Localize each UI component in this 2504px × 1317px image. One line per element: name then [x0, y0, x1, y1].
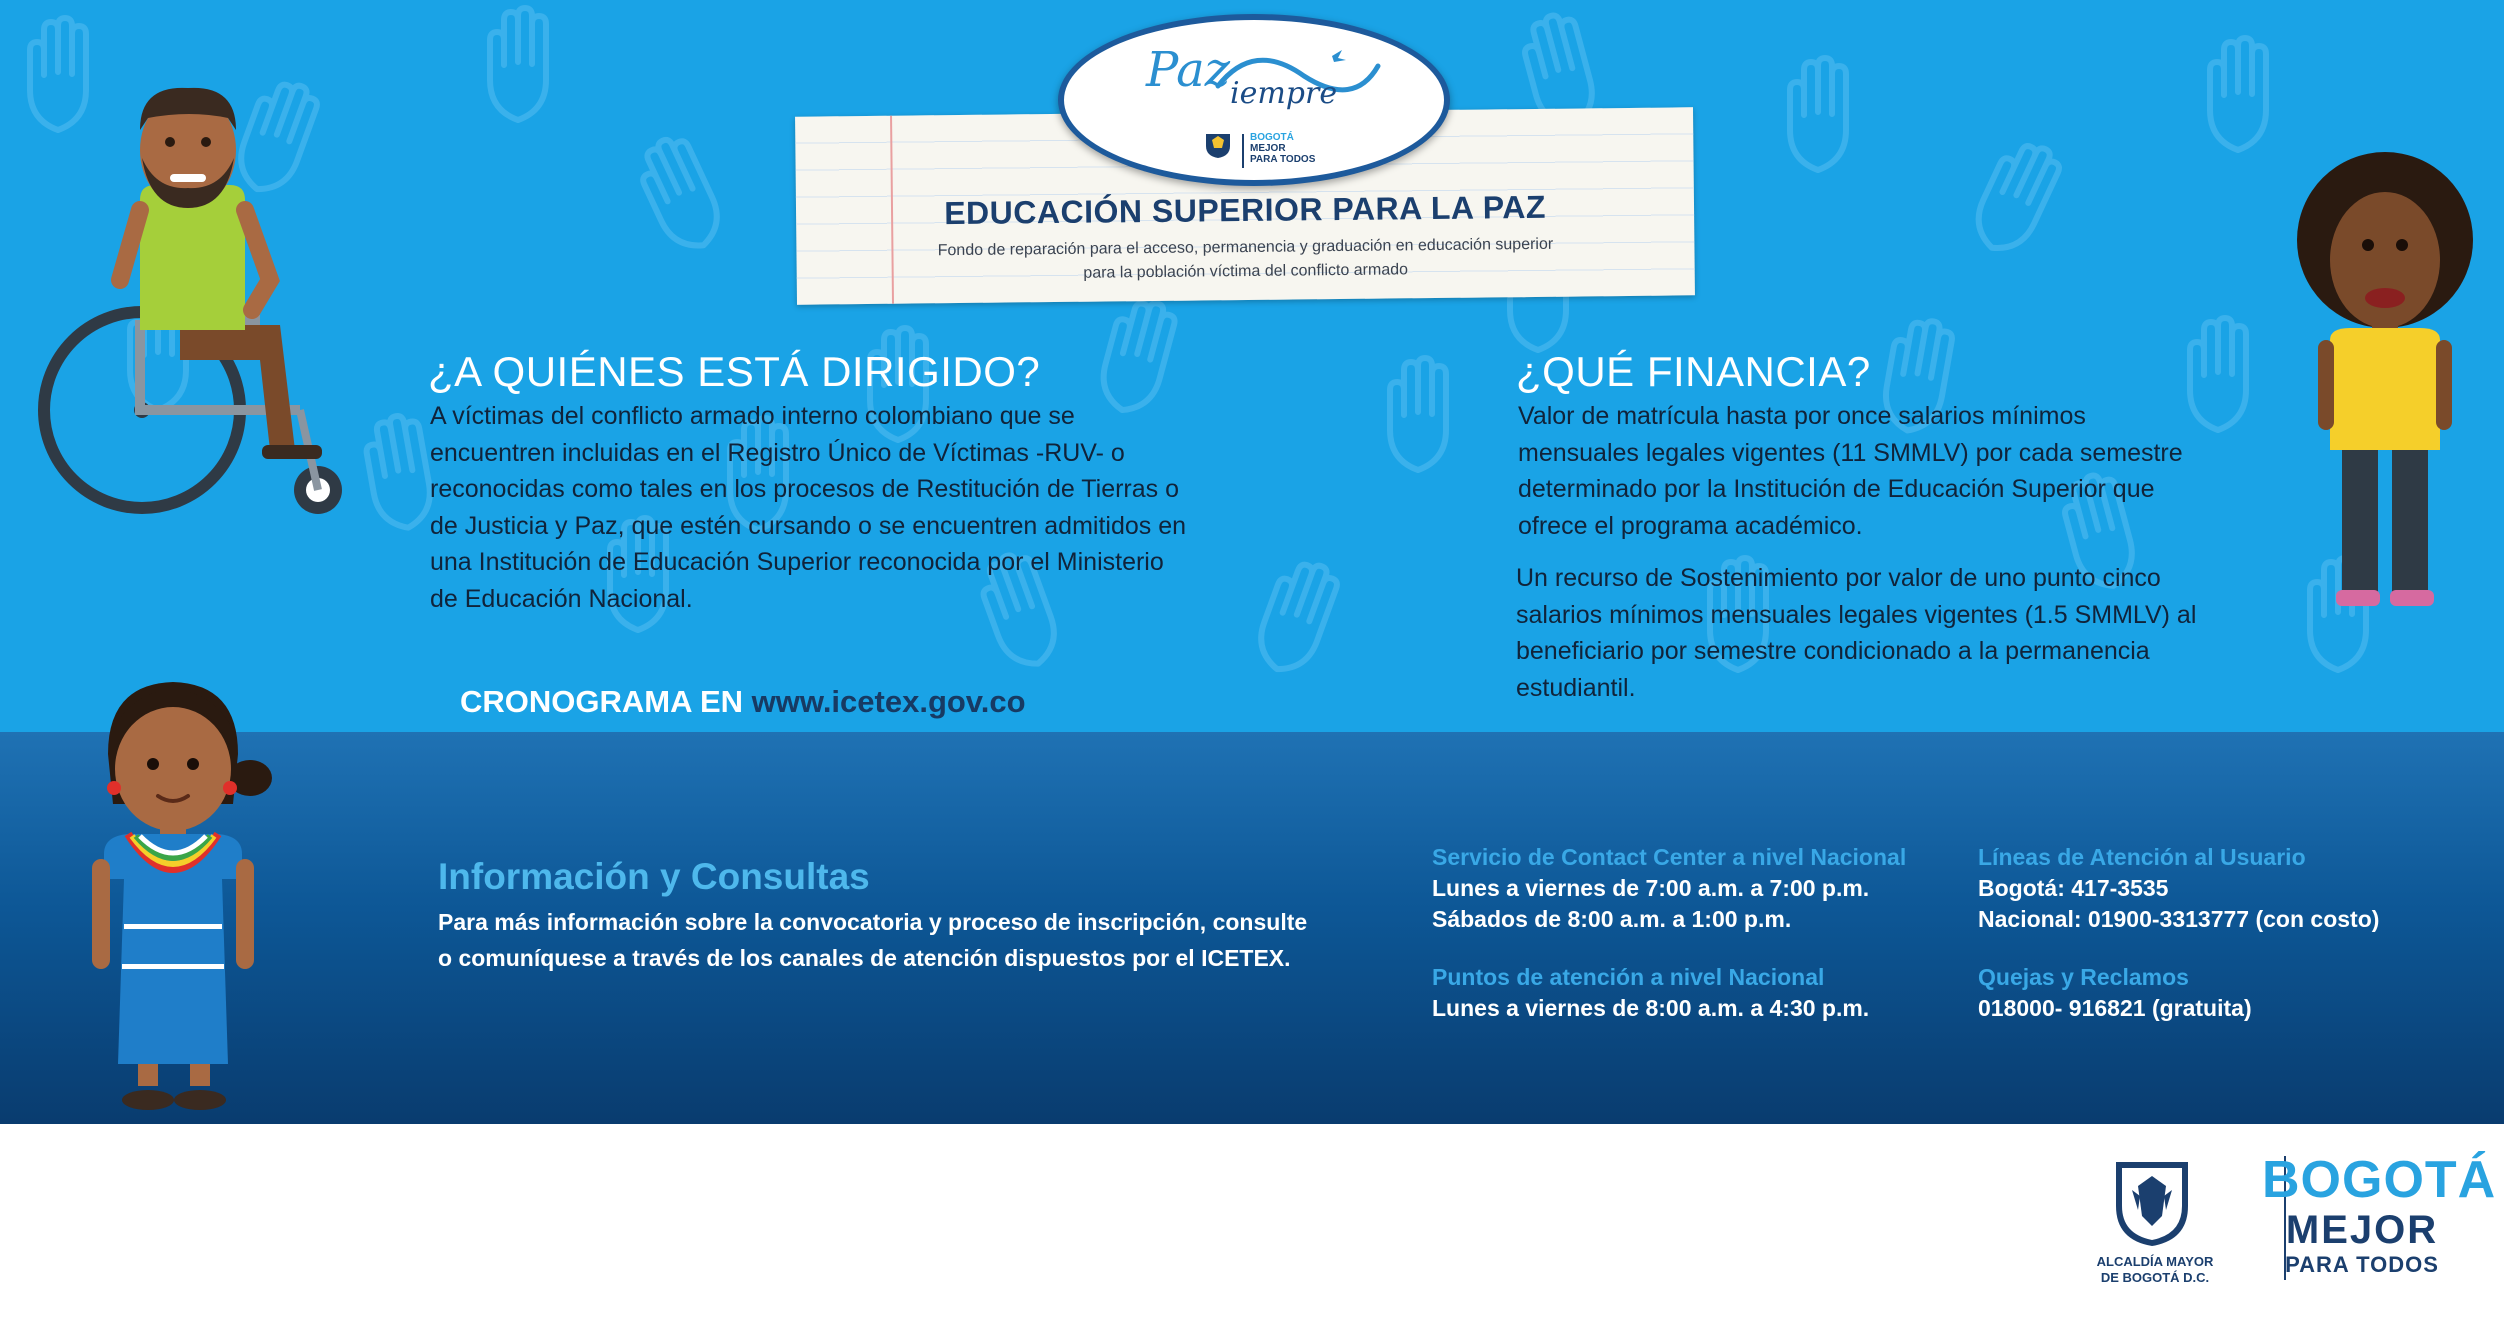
mini-bogota-logo [1204, 132, 1344, 172]
financia-line: mensuales legales vigentes (11 SMMLV) por cada semestre [1518, 438, 2183, 467]
financia-line: beneficiario por semestre condicionado a la permanencia [1516, 637, 2150, 665]
wheelchair-man-illustration [30, 80, 370, 530]
mejor-wordmark: MEJOR [2285, 1208, 2439, 1252]
financia-line: salarios mínimos mensuales legales vigentes (1.5 SMMLV) al [1516, 600, 2197, 629]
alcaldia-crest-icon [2112, 1156, 2192, 1248]
puntos-label: Puntos de atención a nivel Nacional [1432, 964, 1825, 990]
lineas-block [1978, 842, 2379, 935]
alcaldia-text: ALCALDÍA MAYOR DE BOGOTÁ D.C. [2096, 1254, 2214, 1285]
lineas-nacional: Nacional: 01900-3313777 (con costo) [1978, 906, 2380, 932]
subtitle-line-1: Fondo de reparación para el acceso, permanencia y graduación en educación superior [937, 235, 1554, 260]
puntos-block [1432, 962, 1869, 1024]
quejas-number: 018000- 916821 (gratuita) [1978, 995, 2252, 1021]
contact-center-hours-weekday: Lunes a viernes de 7:00 a.m. a 7:00 p.m. [1432, 875, 1870, 901]
dirigido-line: encuentren incluidas en el Registro Único de Víctimas -RUV- o [430, 438, 1125, 467]
info-text [438, 904, 1368, 976]
contact-center-hours-saturday: Sábados de 8:00 a.m. a 1:00 p.m. [1432, 906, 1792, 932]
bogota-wordmark: BOGOTÁ [2262, 1151, 2497, 1209]
financia-line: ofrece el programa académico. [1518, 511, 1863, 540]
quejas-block [1978, 962, 2252, 1024]
para-todos-wordmark: PARA TODOS [2285, 1252, 2439, 1277]
dirigido-heading: ¿A QUIÉNES ESTÁ DIRIGIDO? [428, 348, 1041, 395]
dirigido-line: una Institución de Educación Superior reconocida por el Ministerio [430, 548, 1164, 576]
financia-text-2 [1516, 560, 2316, 706]
dirigido-text [430, 398, 1290, 617]
afro-woman-illustration [2290, 150, 2480, 620]
info-heading: Información y Consultas [438, 856, 870, 897]
page-title: EDUCACIÓN SUPERIOR PARA LA PAZ [944, 188, 1547, 232]
indigenous-girl-illustration [78, 664, 278, 1114]
financia-line: determinado por la Institución de Educación Superior que [1518, 475, 2155, 503]
mini-logo-text: BOGOTÁ MEJOR PARA TODOS [1250, 132, 1316, 165]
financia-heading: ¿QUÉ FINANCIA? [1516, 348, 1871, 395]
subtitle-line-2: para la población víctima del conflicto armado [1083, 261, 1409, 282]
dirigido-line: A víctimas del conflicto armado interno colombiano que se [430, 402, 1075, 430]
mini-divider [1242, 134, 1244, 168]
page-subtitle [856, 232, 1634, 288]
info-line: Para más información sobre la convocatoria y proceso de inscripción, consulte [438, 909, 1308, 935]
contact-center-label: Servicio de Contact Center a nivel Nacional [1432, 844, 1907, 870]
dirigido-line: de Educación Nacional. [430, 584, 693, 613]
puntos-hours: Lunes a viernes de 8:00 a.m. a 4:30 p.m. [1432, 995, 1870, 1021]
dirigido-line: reconocidas como tales en los procesos de Restitución de Tierras o [430, 475, 1179, 503]
contact-center-block [1432, 842, 1906, 935]
logo-paz-text: Paz [1146, 42, 1231, 98]
icetex-link[interactable]: www.icetex.gov.co [751, 684, 1026, 719]
cronograma-line [460, 684, 1026, 720]
financia-line: Valor de matrícula hasta por once salarios mínimos [1518, 402, 2086, 430]
paz-siempre-logo [1058, 14, 1450, 186]
lineas-bogota: Bogotá: 417-3535 [1978, 875, 2169, 901]
info-line: o comuníquese a través de los canales de atención dispuestos por el ICETEX. [438, 945, 1291, 971]
cronograma-label: CRONOGRAMA EN [460, 684, 752, 719]
financia-text-1 [1518, 398, 2318, 544]
lineas-label: Líneas de Atención al Usuario [1978, 844, 2306, 870]
financia-line: estudiantil. [1516, 673, 1636, 702]
dirigido-line: de Justicia y Paz, que estén cursando o se encuentren admitidos en [430, 511, 1187, 540]
mini-crest-icon [1204, 132, 1232, 158]
logo-siempre-text: iempre [1230, 76, 1338, 111]
quejas-label: Quejas y Reclamos [1978, 964, 2189, 990]
financia-line: Un recurso de Sostenimiento por valor de uno punto cinco [1516, 564, 2161, 592]
